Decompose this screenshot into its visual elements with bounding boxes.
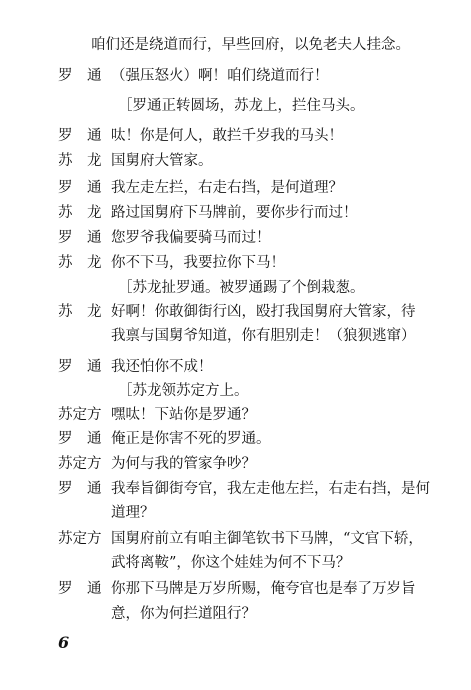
line-text: 好啊！你敢御街行凶，殴打我国舅府大管家，待 <box>111 304 416 320</box>
stage-direction-text: ［苏龙领苏定方上。 <box>118 383 249 399</box>
speaker-name: 苏定方 <box>58 531 102 547</box>
dialogue-line <box>0 404 471 426</box>
stage-direction <box>0 95 471 117</box>
dialogue-line <box>0 453 471 475</box>
line-text: （强压怒火）啊！咱们绕道而行！ <box>111 68 329 84</box>
speaker-name: 苏 龙 <box>58 255 102 271</box>
dialogue-line <box>0 177 471 199</box>
dialogue-line <box>0 578 471 600</box>
dialogue-line <box>0 356 471 378</box>
speaker-name: 苏定方 <box>58 456 102 472</box>
speaker-name: 罗 通 <box>58 581 102 597</box>
line-text: 为何与我的管家争吵？ <box>111 456 256 472</box>
stage-direction <box>0 380 471 402</box>
dialogue-line <box>0 227 471 249</box>
line-text: 我禀与国舅爷知道，你有胆别走！（狼狈逃窜） <box>111 328 416 344</box>
speaker-name: 罗 通 <box>58 359 102 375</box>
stage-direction <box>0 277 471 299</box>
page-number: 6 <box>58 633 70 652</box>
speaker-name: 罗 通 <box>58 180 102 196</box>
dialogue-continuation <box>0 325 471 347</box>
line-text: 呔！你是何人，敢拦千岁我的马头！ <box>111 128 343 144</box>
dialogue-line <box>0 125 471 147</box>
dialogue-line <box>0 252 471 274</box>
line-text: 你不下马，我要拉你下马！ <box>111 255 285 271</box>
line-text: 意，你为何拦道阻行？ <box>111 606 256 622</box>
speaker-name: 罗 通 <box>58 431 102 447</box>
speaker-name: 苏 龙 <box>58 205 102 221</box>
speaker-name: 罗 通 <box>58 481 102 497</box>
speaker-name: 罗 通 <box>58 128 102 144</box>
dialogue-continuation <box>0 502 471 524</box>
dialogue-continuation <box>0 603 471 625</box>
line-text: 您罗爷我偏要骑马而过！ <box>111 230 271 246</box>
speaker-name: 苏 龙 <box>58 304 102 320</box>
dialogue-continuation <box>0 34 471 56</box>
line-text: 咱们还是绕道而行，早些回府，以免老夫人挂念。 <box>91 37 410 53</box>
dialogue-line <box>0 478 471 500</box>
dialogue-line <box>0 150 471 172</box>
line-text: 我左走左拦，右走右挡，是何道理？ <box>111 180 343 196</box>
dialogue-line <box>0 65 471 87</box>
speaker-name: 苏 龙 <box>58 153 102 169</box>
speaker-name: 罗 通 <box>58 68 102 84</box>
line-text: 国舅府前立有咱主御笔钦书下马牌，“文官下轿， <box>111 531 423 547</box>
speaker-name: 罗 通 <box>58 230 102 246</box>
line-text: 武将离鞍”，你这个娃娃为何不下马？ <box>111 555 351 571</box>
line-text: 你那下马牌是万岁所赐，俺夸官也是奉了万岁旨 <box>111 581 416 597</box>
line-text: 国舅府大管家。 <box>111 153 213 169</box>
line-text: 路过国舅府下马牌前，要你步行而过！ <box>111 205 358 221</box>
line-text: 嘿呔！下站你是罗通？ <box>111 407 256 423</box>
dialogue-line <box>0 428 471 450</box>
dialogue-line <box>0 528 471 550</box>
dialogue-continuation <box>0 552 471 574</box>
dialogue-line <box>0 202 471 224</box>
line-text: 道理？ <box>111 505 155 521</box>
line-text: 我奉旨御街夸官，我左走他左拦，右走右挡，是何 <box>111 481 430 497</box>
line-text: 俺正是你害不死的罗通。 <box>111 431 271 447</box>
stage-direction-text: ［苏龙扯罗通。被罗通踢了个倒栽葱。 <box>118 280 365 296</box>
line-text: 我还怕你不成！ <box>111 359 213 375</box>
stage-direction-text: ［罗通正转圆场，苏龙上，拦住马头。 <box>118 98 365 114</box>
dialogue-line <box>0 301 471 323</box>
speaker-name: 苏定方 <box>58 407 102 423</box>
